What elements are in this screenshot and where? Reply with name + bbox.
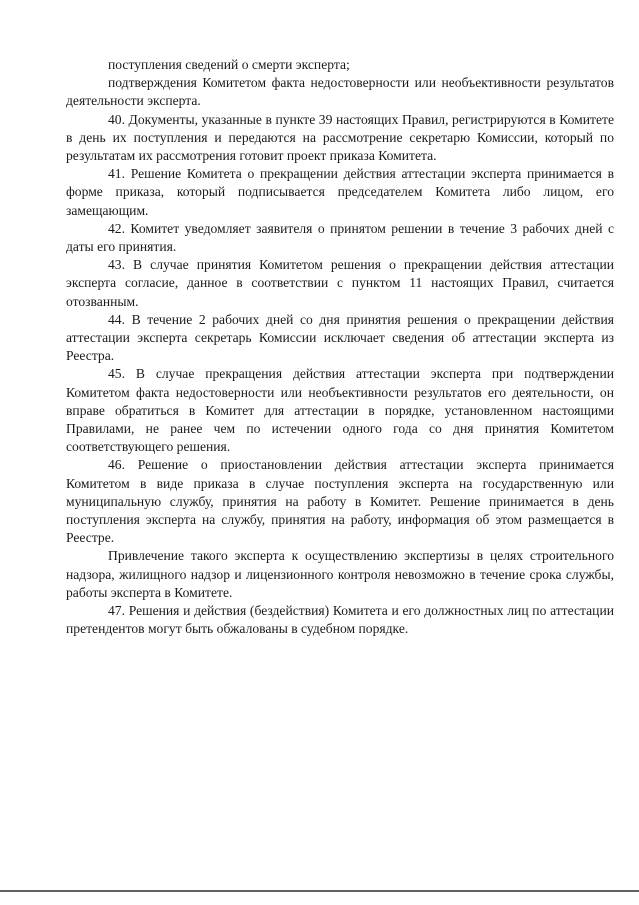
paragraph-confirmation: подтверждения Комитетом факта недостоверности или необъективности результатов деятельности эксперта. bbox=[66, 75, 614, 109]
paragraph-item-43: 43. В случае принятия Комитетом решения о прекращении действия аттестации эксперта согласие, данное в соответствии с пунктом 11 настоящих Правил, считается отозванным. bbox=[66, 257, 614, 309]
paragraph-item-41: 41. Решение Комитета о прекращении действия аттестации эксперта принимается в форме приказа, который подписывается председателем Комитета либо лицом, его замещающим. bbox=[66, 166, 614, 218]
paragraph-involvement: Привлечение такого эксперта к осуществлению экспертизы в целях строительного надзора, жилищного надзор и лицензионного контроля невозможно в течение срока службы, работы эксперта в Комитете. bbox=[66, 548, 614, 600]
paragraph-item-47: 47. Решения и действия (бездействия) Комитета и его должностных лиц по аттестации претендентов могут быть обжалованы в судебном порядке. bbox=[66, 603, 614, 637]
paragraph-item-46: 46. Решение о приостановлении действия аттестации эксперта принимается Комитетом в виде приказа в случае поступления эксперта на государственную или муниципальную службу, принятия на работу в Комитет. Решение принимается в день поступления эксперта на службу, принятия на работу, информация об этом размещается в Реестре. bbox=[66, 457, 614, 546]
scan-edge-line bbox=[0, 890, 639, 892]
paragraph-death-notice: поступления сведений о смерти эксперта; bbox=[108, 57, 350, 72]
paragraph-item-42: 42. Комитет уведомляет заявителя о принятом решении в течение 3 рабочих дней с даты его принятия. bbox=[66, 220, 614, 255]
paragraph-item-40: 40. Документы, указанные в пункте 39 настоящих Правил, регистрируются в Комитете в день их поступления и передаются на рассмотрение секретарю Комиссии, который по результатам их рассмотрения готовит проект приказа Комитета. bbox=[66, 111, 614, 164]
paragraph-item-44: 44. В течение 2 рабочих дней со дня принятия решения о прекращении действия аттестации эксперта секретарь Комиссии исключает сведения об аттестации эксперта из Реестра. bbox=[66, 311, 614, 364]
document-body bbox=[66, 56, 614, 639]
paragraph-item-45: 45. В случае прекращения действия аттестации эксперта при подтверждении Комитетом факта недостоверности или необъективности результатов его деятельности, он вправе обратиться в Комитет для аттестации в порядке, установленном настоящими Правилами, не ранее чем по истечении одного года со дня принятия Комитетом соответствующего решения. bbox=[66, 366, 614, 455]
